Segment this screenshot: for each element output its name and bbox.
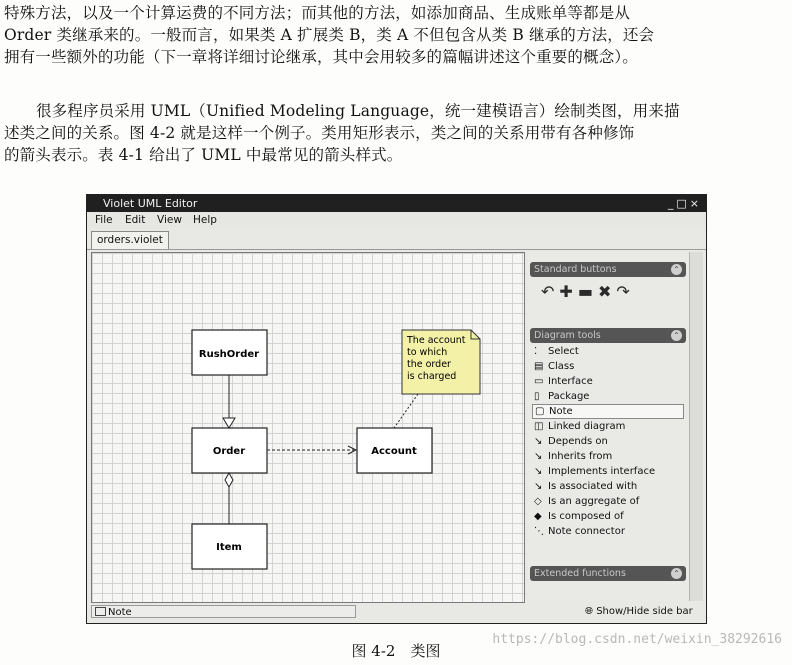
globe-icon: 🌐︎	[585, 606, 593, 617]
interface-icon: ▭	[534, 376, 544, 387]
menu-help[interactable]: Help	[193, 214, 217, 226]
diagram-tools-list	[532, 344, 684, 539]
paragraph-1-line: 特殊方法，以及一个计算运费的不同方法；而其他的方法，如添加商品、生成账单等都是从	[4, 4, 631, 22]
diagram-tools-header[interactable]	[530, 328, 686, 343]
window-titlebar	[87, 195, 706, 212]
status-label: Note	[108, 607, 132, 618]
tool-label: Implements interface	[548, 466, 656, 477]
tool-implements-interface[interactable]	[532, 464, 684, 479]
paragraph-1	[4, 2, 788, 68]
redo-icon[interactable]: ↷	[616, 282, 635, 301]
menu-file[interactable]: File	[95, 214, 113, 226]
association-arrow-icon: ↘	[534, 481, 543, 492]
note-connector-line[interactable]	[394, 394, 418, 428]
window-controls[interactable]: _□×	[667, 197, 702, 210]
inheritance-arrow-icon: ↘	[534, 451, 543, 462]
tool-label: Is composed of	[548, 511, 624, 522]
tool-depends-on[interactable]	[532, 434, 684, 449]
paragraph-2-line: 的箭头表示。表 4-1 给出了 UML 中最常见的箭头样式。	[4, 146, 403, 164]
class-name-order: Order	[212, 446, 246, 457]
tool-package[interactable]	[532, 389, 684, 404]
inheritance-arrowhead	[223, 418, 235, 428]
class-diagram	[92, 253, 524, 602]
tool-label: Inherits from	[548, 451, 613, 462]
tool-label: Package	[548, 391, 590, 402]
menu-bar	[87, 212, 706, 228]
tool-select[interactable]	[532, 344, 684, 359]
tool-label: Interface	[548, 376, 593, 387]
undo-icon[interactable]: ↶	[541, 282, 560, 301]
remove-icon[interactable]: ▬	[577, 282, 598, 301]
tool-association[interactable]	[532, 479, 684, 494]
tool-note-connector[interactable]	[532, 524, 684, 539]
select-icon: ⁚	[534, 346, 538, 357]
diagram-tools-title: Diagram tools	[534, 330, 601, 341]
tool-linked-diagram[interactable]	[532, 419, 684, 434]
extended-functions-title: Extended functions	[534, 568, 626, 579]
aggregation-icon: ◇	[534, 496, 542, 507]
document-tabs	[87, 229, 706, 250]
note-icon: ▢	[535, 406, 545, 417]
tool-interface[interactable]	[532, 374, 684, 389]
side-bar	[527, 252, 688, 601]
status-bar	[91, 605, 356, 618]
paragraph-2-line: 述类之间的关系。图 4-2 就是这样一个例子。类用矩形表示，类之间的关系用带有各种修饰	[4, 124, 635, 142]
note-line: the order	[407, 359, 451, 370]
class-name-rushorder: RushOrder	[198, 349, 260, 360]
tool-label: Linked diagram	[548, 421, 626, 432]
extended-functions-header[interactable]	[530, 566, 686, 581]
note-connector-icon: ⋱	[534, 526, 544, 537]
tool-label: Is associated with	[548, 481, 638, 492]
aggregation-diamond	[225, 473, 233, 487]
class-name-item: Item	[216, 542, 242, 553]
tool-note[interactable]	[532, 404, 684, 419]
class-icon: ▤	[534, 361, 544, 372]
paragraph-2-line: 很多程序员采用 UML（Unified Modeling Language，统一建模语言）绘制类图，用来描	[36, 102, 680, 120]
watermark: https://blog.csdn.net/weixin_38292616	[492, 632, 782, 647]
tool-inherits-from[interactable]	[532, 449, 684, 464]
menu-view[interactable]: View	[157, 214, 182, 226]
standard-buttons-header[interactable]	[530, 262, 686, 277]
paragraph-2	[4, 100, 788, 166]
diagram-canvas[interactable]	[91, 252, 525, 603]
note-icon	[95, 607, 106, 616]
standard-buttons	[541, 282, 635, 301]
collapse-icon[interactable]: ⌃	[671, 568, 682, 579]
paragraph-1-line: Order 类继承来的。一般而言，如果类 A 扩展类 B，类 A 不但包含从类 B 继承的方法，还会	[4, 26, 655, 44]
package-icon: ▯	[534, 391, 540, 402]
tool-composition[interactable]	[532, 509, 684, 524]
paragraph-1-line: 拥有一些额外的功能（下一章将详细讨论继承，其中会用较多的篇幅讲述这个重要的概念）。	[4, 48, 638, 66]
note-line: is charged	[407, 371, 457, 382]
linked-diagram-icon: ◫	[534, 421, 544, 432]
figure-caption: 图 4-2 类图	[351, 642, 441, 660]
collapse-icon[interactable]: ⌃	[671, 330, 682, 341]
class-name-account: Account	[371, 446, 417, 457]
vertical-scrollbar[interactable]	[689, 252, 703, 601]
tool-label: Depends on	[548, 436, 608, 447]
dependency-arrow-icon: ↘	[534, 436, 543, 447]
uml-editor-window	[86, 194, 707, 624]
collapse-icon[interactable]: ⌃	[671, 264, 682, 275]
note-line: to which	[407, 347, 448, 358]
tool-label: Select	[548, 346, 579, 357]
implements-arrow-icon: ↘	[534, 466, 543, 477]
composition-icon: ◆	[534, 511, 542, 522]
toggle-sidebar-label: Show/Hide side bar	[596, 606, 693, 617]
tool-label: Class	[548, 361, 575, 372]
standard-buttons-title: Standard buttons	[534, 264, 617, 275]
tool-class[interactable]	[532, 359, 684, 374]
tool-label: Note connector	[548, 526, 625, 537]
toggle-sidebar-button[interactable]	[585, 605, 693, 618]
window-title: Violet UML Editor	[103, 197, 198, 210]
tab-orders-violet[interactable]: orders.violet	[91, 231, 169, 249]
tool-label: Is an aggregate of	[548, 496, 640, 507]
menu-edit[interactable]: Edit	[125, 214, 146, 226]
add-icon[interactable]: ✚	[559, 282, 578, 301]
delete-icon[interactable]: ✖	[597, 282, 617, 301]
tool-aggregation[interactable]	[532, 494, 684, 509]
note-line: The account	[407, 335, 466, 346]
tool-label: Note	[549, 406, 573, 417]
